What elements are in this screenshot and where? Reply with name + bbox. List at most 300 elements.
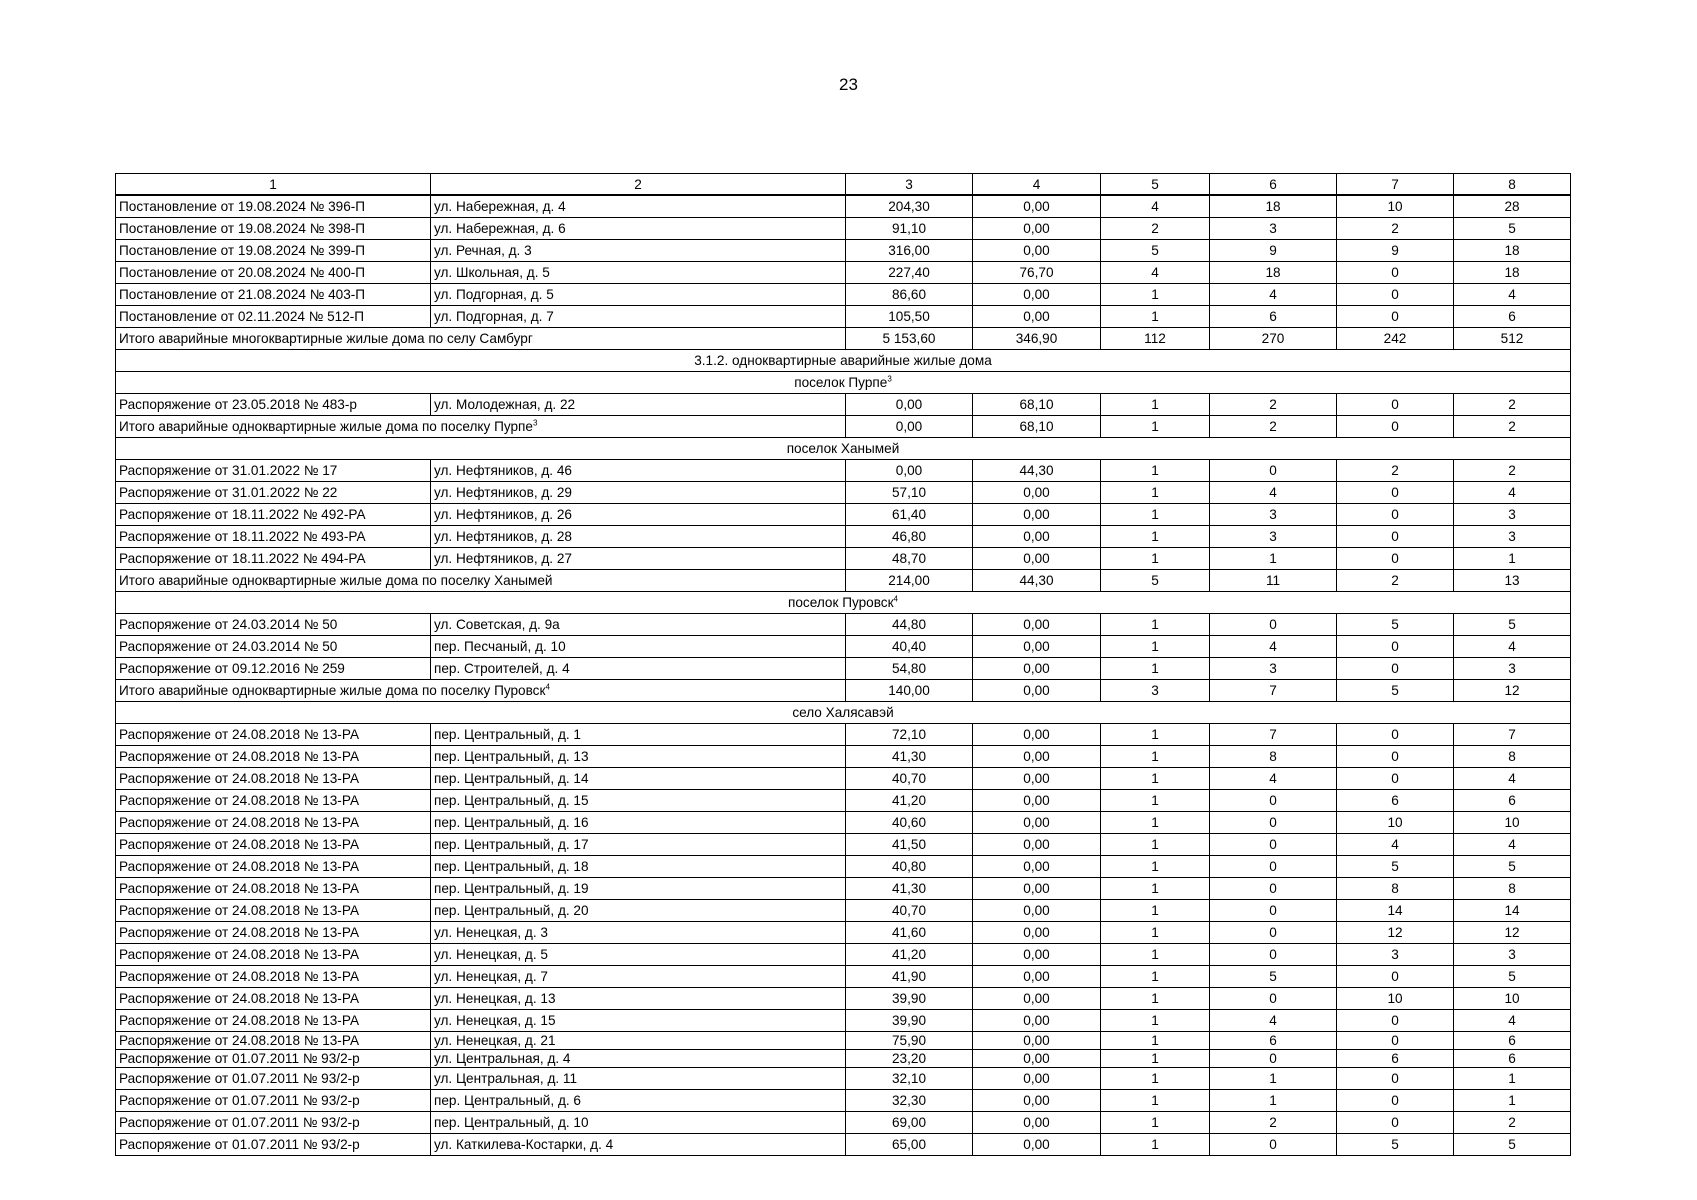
address-cell: пер. Песчаный, д. 10 [431, 636, 846, 658]
value-cell: 8 [1454, 878, 1571, 900]
table-row [116, 658, 1571, 680]
value-cell: 2 [1210, 1112, 1337, 1134]
document-cell: Распоряжение от 24.08.2018 № 13-РА [116, 856, 431, 878]
value-cell: 69,00 [846, 1112, 973, 1134]
value-cell: 7 [1210, 724, 1337, 746]
table-row [116, 284, 1571, 306]
footnote-marker: 4 [893, 594, 898, 604]
value-cell: 4 [1210, 482, 1337, 504]
value-cell: 28 [1454, 195, 1571, 218]
column-header: 7 [1337, 174, 1454, 196]
document-cell: Распоряжение от 01.07.2011 № 93/2-р [116, 1050, 431, 1068]
value-cell: 5 [1337, 1134, 1454, 1156]
total-value-cell: 3 [1101, 680, 1210, 702]
value-cell: 68,10 [973, 394, 1101, 416]
value-cell: 3 [1210, 526, 1337, 548]
footnote-marker: 3 [887, 374, 892, 384]
value-cell: 40,70 [846, 768, 973, 790]
value-cell: 0,00 [846, 460, 973, 482]
address-cell: ул. Школьная, д. 5 [431, 262, 846, 284]
value-cell: 0 [1337, 284, 1454, 306]
value-cell: 41,30 [846, 878, 973, 900]
table-row [116, 460, 1571, 482]
table-row [116, 482, 1571, 504]
total-value-cell: 214,00 [846, 570, 973, 592]
total-row [116, 328, 1571, 350]
column-number-row [116, 174, 1571, 196]
total-value-cell: 68,10 [973, 416, 1101, 438]
total-row [116, 416, 1571, 438]
value-cell: 0,00 [973, 614, 1101, 636]
table-row [116, 306, 1571, 328]
section-heading [116, 702, 1571, 724]
total-value-cell: 1 [1101, 416, 1210, 438]
address-cell: ул. Речная, д. 3 [431, 240, 846, 262]
value-cell: 1 [1101, 460, 1210, 482]
value-cell: 75,90 [846, 1032, 973, 1050]
value-cell: 1 [1101, 746, 1210, 768]
value-cell: 23,20 [846, 1050, 973, 1068]
total-label [116, 680, 846, 702]
value-cell: 1 [1454, 1068, 1571, 1090]
value-cell: 1 [1101, 1032, 1210, 1050]
address-cell: ул. Ненецкая, д. 13 [431, 988, 846, 1010]
total-value-cell: 0,00 [973, 680, 1101, 702]
value-cell: 1 [1454, 548, 1571, 570]
total-label [116, 570, 846, 592]
value-cell: 3 [1454, 526, 1571, 548]
value-cell: 8 [1210, 746, 1337, 768]
value-cell: 316,00 [846, 240, 973, 262]
value-cell: 5 [1210, 966, 1337, 988]
total-label [116, 416, 846, 438]
value-cell: 41,20 [846, 790, 973, 812]
document-cell: Распоряжение от 24.08.2018 № 13-РА [116, 988, 431, 1010]
total-value-cell: 5 [1101, 570, 1210, 592]
address-cell: ул. Нефтяников, д. 29 [431, 482, 846, 504]
value-cell: 0,00 [973, 240, 1101, 262]
value-cell: 1 [1101, 966, 1210, 988]
value-cell: 2 [1101, 218, 1210, 240]
table-row [116, 614, 1571, 636]
value-cell: 4 [1101, 262, 1210, 284]
value-cell: 0,00 [973, 482, 1101, 504]
value-cell: 3 [1210, 218, 1337, 240]
document-cell: Распоряжение от 18.11.2022 № 493-РА [116, 526, 431, 548]
column-header: 4 [973, 174, 1101, 196]
value-cell: 9 [1337, 240, 1454, 262]
document-cell: Распоряжение от 24.08.2018 № 13-РА [116, 834, 431, 856]
address-cell: пер. Центральный, д. 20 [431, 900, 846, 922]
document-cell: Постановление от 02.11.2024 № 512-П [116, 306, 431, 328]
value-cell: 46,80 [846, 526, 973, 548]
total-value-cell: 2 [1210, 416, 1337, 438]
total-value-cell: 7 [1210, 680, 1337, 702]
table-row [116, 790, 1571, 812]
address-cell: ул. Молодежная, д. 22 [431, 394, 846, 416]
table-row [116, 900, 1571, 922]
section-heading-row [116, 350, 1571, 372]
value-cell: 5 [1454, 218, 1571, 240]
value-cell: 0,00 [973, 1010, 1101, 1032]
value-cell: 1 [1101, 504, 1210, 526]
value-cell: 0 [1337, 966, 1454, 988]
section-heading [116, 350, 1571, 372]
address-cell: ул. Набережная, д. 6 [431, 218, 846, 240]
value-cell: 18 [1454, 262, 1571, 284]
document-cell: Распоряжение от 18.11.2022 № 492-РА [116, 504, 431, 526]
address-cell: пер. Строителей, д. 4 [431, 658, 846, 680]
value-cell: 4 [1210, 1010, 1337, 1032]
value-cell: 0,00 [973, 878, 1101, 900]
document-cell: Распоряжение от 24.08.2018 № 13-РА [116, 900, 431, 922]
value-cell: 1 [1101, 394, 1210, 416]
value-cell: 72,10 [846, 724, 973, 746]
value-cell: 3 [1337, 944, 1454, 966]
value-cell: 65,00 [846, 1134, 973, 1156]
table-row [116, 966, 1571, 988]
table-row [116, 1090, 1571, 1112]
document-cell: Распоряжение от 01.07.2011 № 93/2-р [116, 1068, 431, 1090]
value-cell: 0 [1337, 526, 1454, 548]
value-cell: 6 [1210, 1032, 1337, 1050]
column-header: 8 [1454, 174, 1571, 196]
table-row [116, 218, 1571, 240]
address-cell: ул. Нефтяников, д. 46 [431, 460, 846, 482]
document-cell: Распоряжение от 01.07.2011 № 93/2-р [116, 1112, 431, 1134]
value-cell: 4 [1454, 482, 1571, 504]
total-value-cell: 11 [1210, 570, 1337, 592]
address-cell: ул. Ненецкая, д. 5 [431, 944, 846, 966]
table-row [116, 240, 1571, 262]
value-cell: 1 [1101, 856, 1210, 878]
value-cell: 0 [1210, 834, 1337, 856]
value-cell: 5 [1101, 240, 1210, 262]
section-heading-row [116, 372, 1571, 394]
value-cell: 0,00 [973, 790, 1101, 812]
address-cell: пер. Центральный, д. 10 [431, 1112, 846, 1134]
table-row [116, 636, 1571, 658]
value-cell: 39,90 [846, 1010, 973, 1032]
value-cell: 6 [1337, 790, 1454, 812]
value-cell: 18 [1210, 262, 1337, 284]
housing-table [115, 173, 1571, 1156]
row-label-text: Итого аварийные одноквартирные жилые дома по поселку Пуровск [119, 683, 546, 698]
value-cell: 41,90 [846, 966, 973, 988]
document-cell: Распоряжение от 24.08.2018 № 13-РА [116, 768, 431, 790]
column-header: 1 [116, 174, 431, 196]
value-cell: 0,00 [973, 1068, 1101, 1090]
table-row [116, 944, 1571, 966]
value-cell: 0,00 [973, 526, 1101, 548]
value-cell: 0,00 [973, 834, 1101, 856]
value-cell: 54,80 [846, 658, 973, 680]
value-cell: 0 [1337, 1010, 1454, 1032]
total-value-cell: 13 [1454, 570, 1571, 592]
total-value-cell: 140,00 [846, 680, 973, 702]
value-cell: 0,00 [973, 306, 1101, 328]
table-row [116, 548, 1571, 570]
value-cell: 1 [1101, 878, 1210, 900]
value-cell: 8 [1337, 878, 1454, 900]
value-cell: 0,00 [846, 394, 973, 416]
value-cell: 10 [1337, 812, 1454, 834]
row-label-text: поселок Пуровск [788, 595, 894, 610]
value-cell: 4 [1210, 768, 1337, 790]
address-cell: ул. Нефтяников, д. 28 [431, 526, 846, 548]
address-cell: ул. Советская, д. 9а [431, 614, 846, 636]
value-cell: 1 [1101, 834, 1210, 856]
section-heading [116, 592, 1571, 614]
value-cell: 0,00 [973, 746, 1101, 768]
row-label-text: Итого аварийные одноквартирные жилые дома по поселку Ханымей [119, 573, 553, 588]
value-cell: 1 [1101, 724, 1210, 746]
row-label-text: Итого аварийные одноквартирные жилые дома по поселку Пурпе [119, 419, 533, 434]
value-cell: 14 [1454, 900, 1571, 922]
document-cell: Распоряжение от 24.08.2018 № 13-РА [116, 724, 431, 746]
value-cell: 4 [1210, 284, 1337, 306]
table-row [116, 1112, 1571, 1134]
value-cell: 0 [1210, 922, 1337, 944]
section-heading-row [116, 702, 1571, 724]
row-label-text: село Халясавэй [792, 705, 894, 720]
document-cell: Постановление от 20.08.2024 № 400-П [116, 262, 431, 284]
value-cell: 4 [1454, 768, 1571, 790]
value-cell: 0 [1337, 394, 1454, 416]
column-header: 5 [1101, 174, 1210, 196]
value-cell: 1 [1210, 1090, 1337, 1112]
document-cell: Постановление от 19.08.2024 № 399-П [116, 240, 431, 262]
value-cell: 91,10 [846, 218, 973, 240]
document-cell: Распоряжение от 24.08.2018 № 13-РА [116, 878, 431, 900]
value-cell: 32,30 [846, 1090, 973, 1112]
value-cell: 0,00 [973, 724, 1101, 746]
value-cell: 86,60 [846, 284, 973, 306]
value-cell: 1 [1210, 548, 1337, 570]
total-value-cell: 2 [1454, 416, 1571, 438]
value-cell: 40,80 [846, 856, 973, 878]
column-header: 2 [431, 174, 846, 196]
value-cell: 0,00 [973, 768, 1101, 790]
table-row [116, 1134, 1571, 1156]
value-cell: 0 [1337, 768, 1454, 790]
value-cell: 12 [1454, 922, 1571, 944]
address-cell: ул. Нефтяников, д. 27 [431, 548, 846, 570]
value-cell: 44,80 [846, 614, 973, 636]
total-value-cell: 242 [1337, 328, 1454, 350]
total-value-cell: 512 [1454, 328, 1571, 350]
value-cell: 2 [1337, 460, 1454, 482]
value-cell: 9 [1210, 240, 1337, 262]
value-cell: 1 [1101, 482, 1210, 504]
value-cell: 18 [1454, 240, 1571, 262]
table-row [116, 526, 1571, 548]
value-cell: 1 [1101, 636, 1210, 658]
value-cell: 40,70 [846, 900, 973, 922]
value-cell: 5 [1454, 614, 1571, 636]
value-cell: 0,00 [973, 1032, 1101, 1050]
document-cell: Распоряжение от 01.07.2011 № 93/2-р [116, 1134, 431, 1156]
value-cell: 3 [1210, 504, 1337, 526]
value-cell: 0,00 [973, 195, 1101, 218]
document-cell: Распоряжение от 24.08.2018 № 13-РА [116, 1032, 431, 1050]
value-cell: 1 [1101, 1068, 1210, 1090]
section-heading [116, 438, 1571, 460]
value-cell: 8 [1454, 746, 1571, 768]
table-row [116, 394, 1571, 416]
document-cell: Распоряжение от 24.08.2018 № 13-РА [116, 922, 431, 944]
table-row [116, 724, 1571, 746]
value-cell: 2 [1337, 218, 1454, 240]
row-label-text: 3.1.2. одноквартирные аварийные жилые дома [694, 353, 992, 368]
value-cell: 2 [1454, 394, 1571, 416]
value-cell: 1 [1101, 988, 1210, 1010]
table-row [116, 988, 1571, 1010]
value-cell: 44,30 [973, 460, 1101, 482]
value-cell: 0 [1210, 460, 1337, 482]
section-heading-row [116, 592, 1571, 614]
value-cell: 12 [1337, 922, 1454, 944]
value-cell: 41,50 [846, 834, 973, 856]
value-cell: 48,70 [846, 548, 973, 570]
value-cell: 1 [1454, 1090, 1571, 1112]
table-row [116, 768, 1571, 790]
value-cell: 5 [1454, 1134, 1571, 1156]
total-value-cell: 112 [1101, 328, 1210, 350]
value-cell: 2 [1454, 460, 1571, 482]
address-cell: ул. Подгорная, д. 5 [431, 284, 846, 306]
value-cell: 14 [1337, 900, 1454, 922]
address-cell: ул. Центральная, д. 4 [431, 1050, 846, 1068]
value-cell: 4 [1454, 284, 1571, 306]
value-cell: 41,20 [846, 944, 973, 966]
value-cell: 0,00 [973, 1112, 1101, 1134]
value-cell: 4 [1101, 195, 1210, 218]
value-cell: 1 [1101, 1112, 1210, 1134]
value-cell: 4 [1454, 636, 1571, 658]
address-cell: пер. Центральный, д. 16 [431, 812, 846, 834]
value-cell: 6 [1210, 306, 1337, 328]
value-cell: 0,00 [973, 504, 1101, 526]
value-cell: 1 [1101, 1010, 1210, 1032]
value-cell: 0 [1210, 812, 1337, 834]
value-cell: 0 [1337, 746, 1454, 768]
value-cell: 0 [1210, 944, 1337, 966]
document-cell: Распоряжение от 24.08.2018 № 13-РА [116, 812, 431, 834]
value-cell: 5 [1337, 856, 1454, 878]
value-cell: 3 [1454, 944, 1571, 966]
value-cell: 18 [1210, 195, 1337, 218]
total-label [116, 328, 846, 350]
total-value-cell: 270 [1210, 328, 1337, 350]
value-cell: 6 [1454, 1032, 1571, 1050]
total-value-cell: 44,30 [973, 570, 1101, 592]
address-cell: пер. Центральный, д. 19 [431, 878, 846, 900]
value-cell: 1 [1101, 790, 1210, 812]
value-cell: 0,00 [973, 1090, 1101, 1112]
address-cell: ул. Подгорная, д. 7 [431, 306, 846, 328]
value-cell: 1 [1101, 526, 1210, 548]
value-cell: 0,00 [973, 966, 1101, 988]
value-cell: 32,10 [846, 1068, 973, 1090]
value-cell: 61,40 [846, 504, 973, 526]
value-cell: 0,00 [973, 658, 1101, 680]
value-cell: 0,00 [973, 284, 1101, 306]
address-cell: пер. Центральный, д. 1 [431, 724, 846, 746]
value-cell: 0 [1337, 1090, 1454, 1112]
value-cell: 1 [1101, 900, 1210, 922]
address-cell: пер. Центральный, д. 17 [431, 834, 846, 856]
document-cell: Распоряжение от 24.08.2018 № 13-РА [116, 746, 431, 768]
value-cell: 0 [1337, 1112, 1454, 1134]
document-cell: Распоряжение от 24.08.2018 № 13-РА [116, 966, 431, 988]
table-row [116, 922, 1571, 944]
value-cell: 0,00 [973, 988, 1101, 1010]
value-cell: 41,60 [846, 922, 973, 944]
page-number: 23 [839, 75, 858, 94]
table-row [116, 504, 1571, 526]
value-cell: 0,00 [973, 944, 1101, 966]
row-label-text: поселок Ханымей [786, 441, 900, 456]
value-cell: 10 [1454, 988, 1571, 1010]
value-cell: 2 [1210, 394, 1337, 416]
document-cell: Распоряжение от 31.01.2022 № 22 [116, 482, 431, 504]
value-cell: 0 [1337, 1068, 1454, 1090]
value-cell: 0 [1337, 262, 1454, 284]
value-cell: 204,30 [846, 195, 973, 218]
column-header: 6 [1210, 174, 1337, 196]
address-cell: пер. Центральный, д. 18 [431, 856, 846, 878]
document-cell: Постановление от 21.08.2024 № 403-П [116, 284, 431, 306]
document-cell: Распоряжение от 09.12.2016 № 259 [116, 658, 431, 680]
value-cell: 1 [1101, 944, 1210, 966]
total-value-cell: 12 [1454, 680, 1571, 702]
table-row [116, 856, 1571, 878]
value-cell: 0,00 [973, 1134, 1101, 1156]
document-cell: Распоряжение от 01.07.2011 № 93/2-р [116, 1090, 431, 1112]
address-cell: ул. Ненецкая, д. 21 [431, 1032, 846, 1050]
value-cell: 4 [1210, 636, 1337, 658]
value-cell: 105,50 [846, 306, 973, 328]
value-cell: 227,40 [846, 262, 973, 284]
value-cell: 10 [1337, 988, 1454, 1010]
table-row [116, 878, 1571, 900]
total-value-cell: 0,00 [846, 416, 973, 438]
address-cell: ул. Набережная, д. 4 [431, 195, 846, 218]
document-cell: Распоряжение от 18.11.2022 № 494-РА [116, 548, 431, 570]
value-cell: 1 [1101, 306, 1210, 328]
address-cell: пер. Центральный, д. 14 [431, 768, 846, 790]
total-row [116, 680, 1571, 702]
table-row [116, 834, 1571, 856]
value-cell: 0 [1337, 504, 1454, 526]
value-cell: 0 [1210, 614, 1337, 636]
value-cell: 1 [1101, 548, 1210, 570]
value-cell: 0 [1337, 482, 1454, 504]
total-value-cell: 5 [1337, 680, 1454, 702]
value-cell: 0 [1210, 856, 1337, 878]
value-cell: 76,70 [973, 262, 1101, 284]
value-cell: 0 [1337, 658, 1454, 680]
section-heading-row [116, 438, 1571, 460]
address-cell: ул. Ненецкая, д. 7 [431, 966, 846, 988]
address-cell: пер. Центральный, д. 15 [431, 790, 846, 812]
document-cell: Распоряжение от 24.03.2014 № 50 [116, 636, 431, 658]
document-cell: Распоряжение от 24.08.2018 № 13-РА [116, 1010, 431, 1032]
value-cell: 10 [1454, 812, 1571, 834]
value-cell: 1 [1101, 922, 1210, 944]
value-cell: 0,00 [973, 812, 1101, 834]
